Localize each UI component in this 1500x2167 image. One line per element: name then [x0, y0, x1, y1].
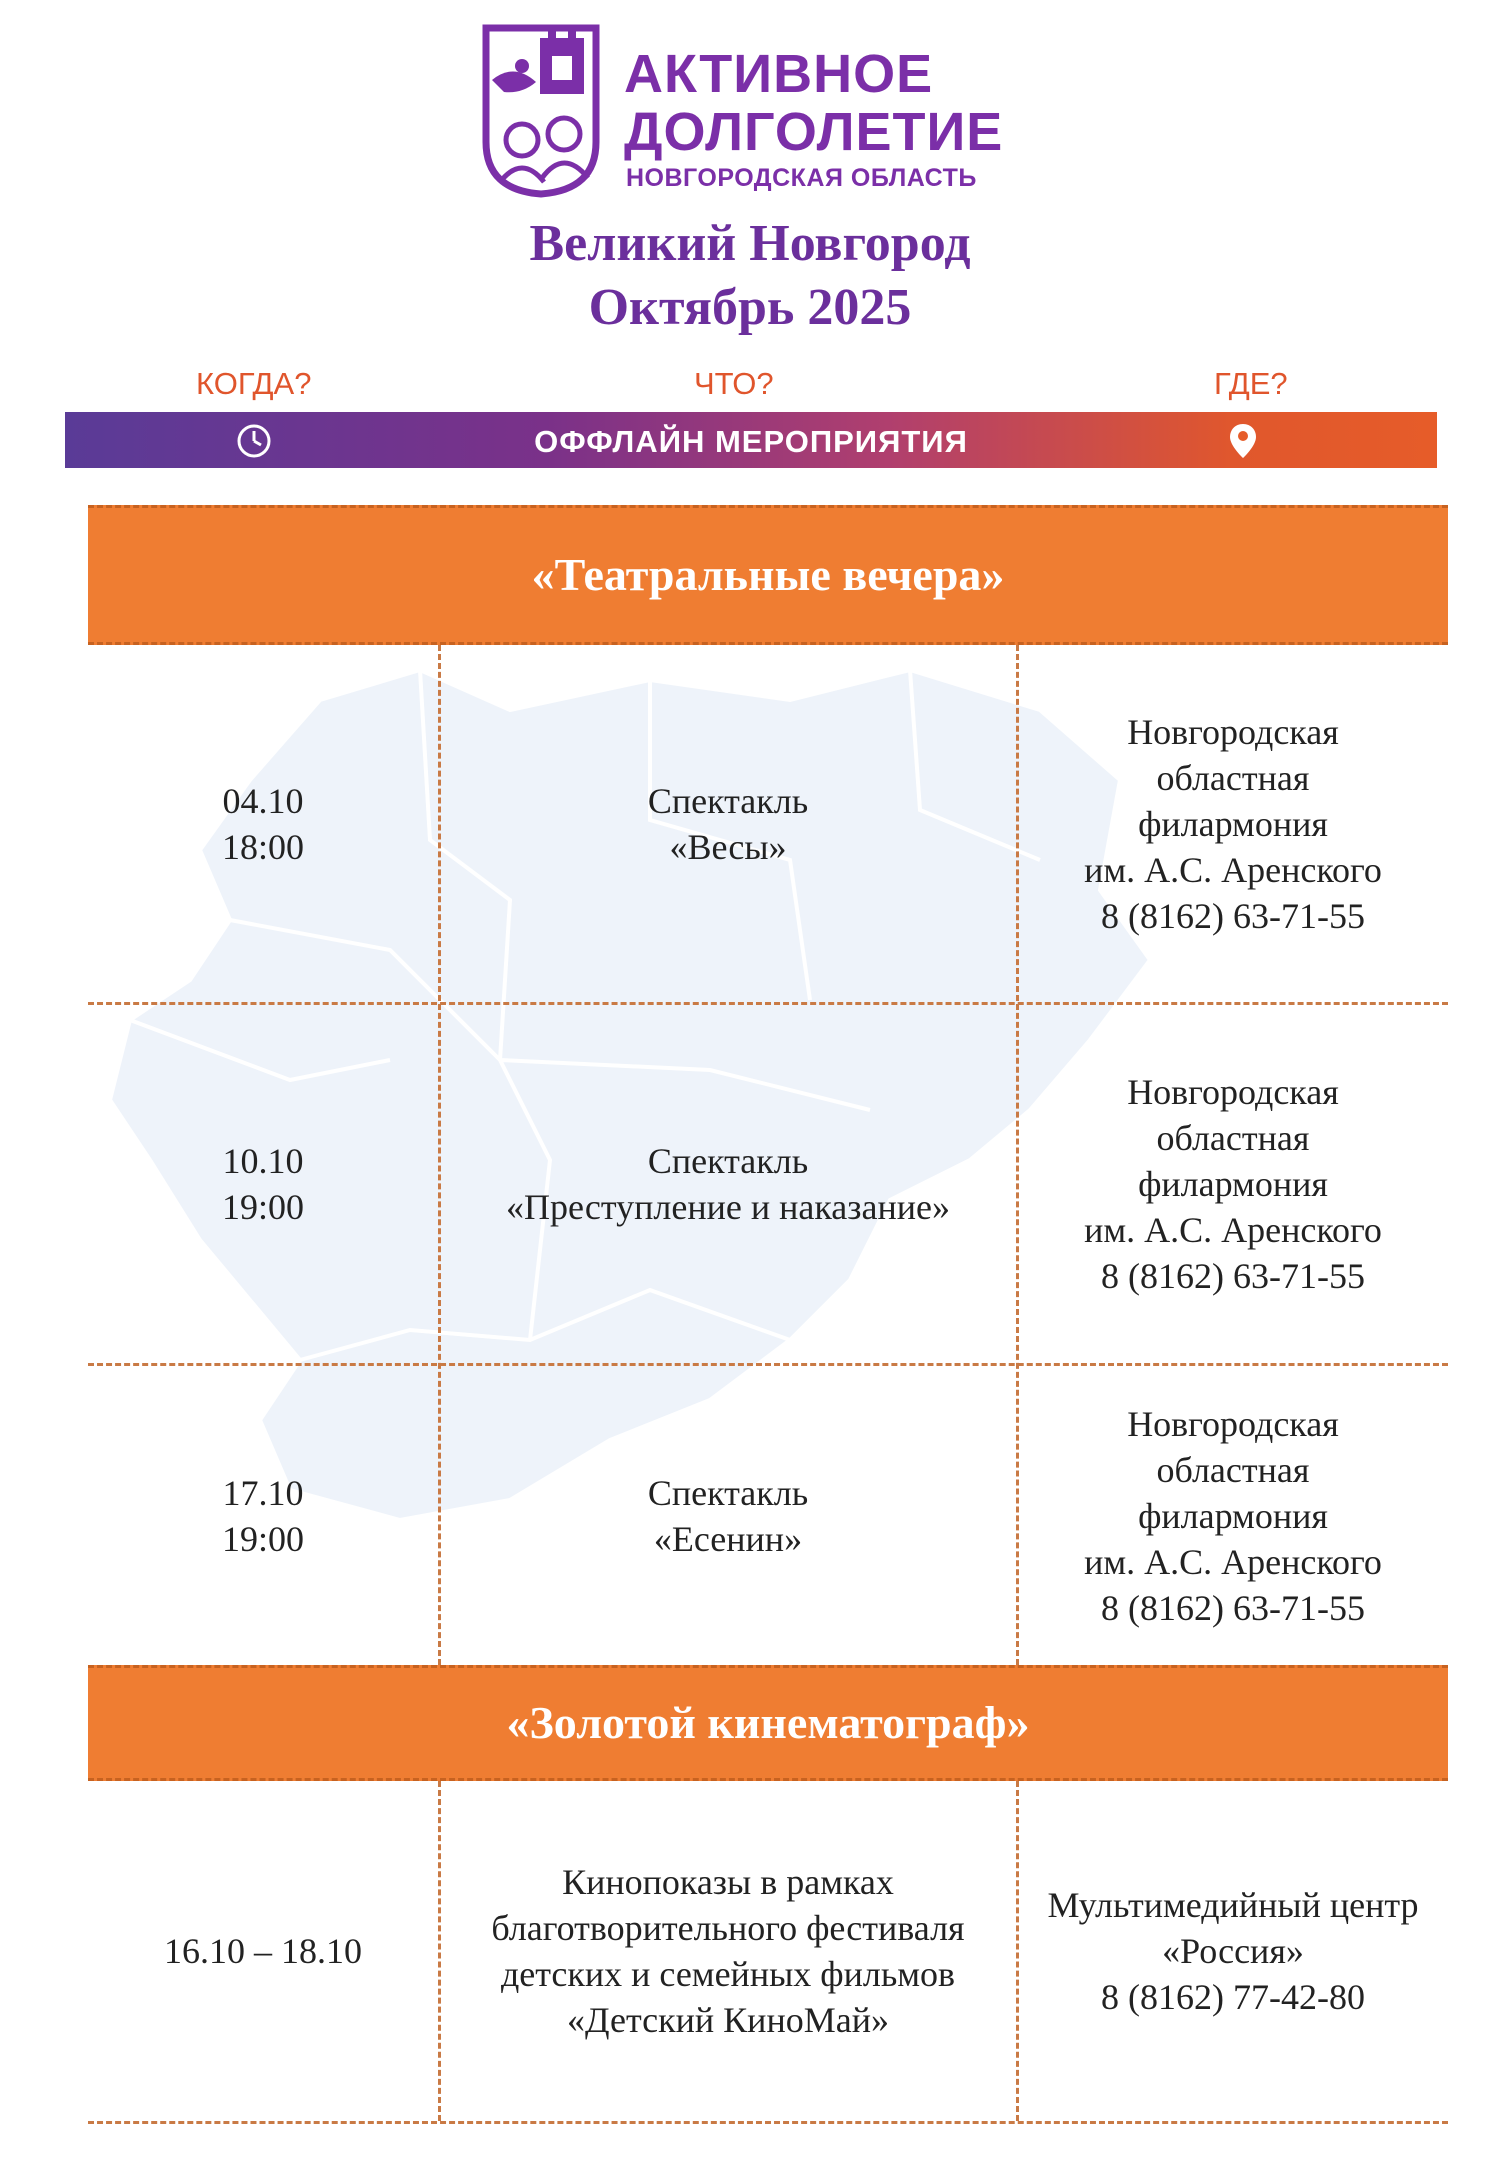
logo-subtitle: НОВГОРОДСКАЯ ОБЛАСТЬ: [626, 164, 977, 192]
table-bottom-border: [88, 2121, 1448, 2124]
event-where: Новгородская областная филармония им. А.С. Аренского 8 (8162) 63-71-55: [1084, 711, 1382, 936]
event-where: Новгородская областная филармония им. А.С. Аренского 8 (8162) 63-71-55: [1084, 1403, 1382, 1628]
column-divider: [1016, 645, 1019, 1665]
event-when: 04.10 18:00: [221, 780, 304, 867]
event-what: Спектакль «Преступление и наказание»: [506, 1141, 950, 1227]
event-when: 10.10 19:00: [221, 1141, 304, 1227]
page-title-city: Великий Новгород: [529, 215, 971, 272]
event-where: Мультимедийный центр «Россия» 8 (8162) 77-42-80: [1047, 1885, 1419, 2017]
event-where: Новгородская областная филармония им. А.С. Аренского 8 (8162) 63-71-55: [1084, 1072, 1382, 1296]
column-divider: [438, 1781, 441, 2121]
event-what: Спектакль «Весы»: [647, 780, 809, 867]
logo-title-line2: ДОЛГОЛЕТИЕ: [624, 102, 1004, 162]
column-head-where: ГДЕ?: [1214, 366, 1288, 401]
column-head-what: ЧТО?: [694, 366, 774, 401]
section-title-cinema: «Золотой кинематограф»: [88, 1665, 1448, 1781]
event-what: Кинопоказы в рамках благотворительного фестиваля детских и семейных фильмов «Детский КиноМай»: [491, 1862, 965, 2040]
section-title-theatre: «Театральные вечера»: [88, 505, 1448, 645]
column-divider: [1016, 1781, 1019, 2121]
offline-events-label: ОФФЛАЙН МЕРОПРИЯТИЯ: [534, 424, 968, 459]
event-what: Спектакль «Есенин»: [647, 1472, 809, 1559]
column-head-when: КОГДА?: [196, 366, 312, 401]
page-title-month: Октябрь 2025: [588, 279, 912, 336]
emblem-bird-tower-elders-icon: [478, 22, 602, 198]
location-pin-icon: [1228, 422, 1258, 460]
logo-title-line1: АКТИВНОЕ: [624, 44, 934, 104]
column-divider: [438, 645, 441, 1665]
event-when: 17.10 19:00: [221, 1472, 304, 1559]
event-when: 16.10 – 18.10: [164, 1931, 362, 1971]
logo: [478, 22, 1038, 200]
offline-events-bar: [65, 412, 1437, 468]
